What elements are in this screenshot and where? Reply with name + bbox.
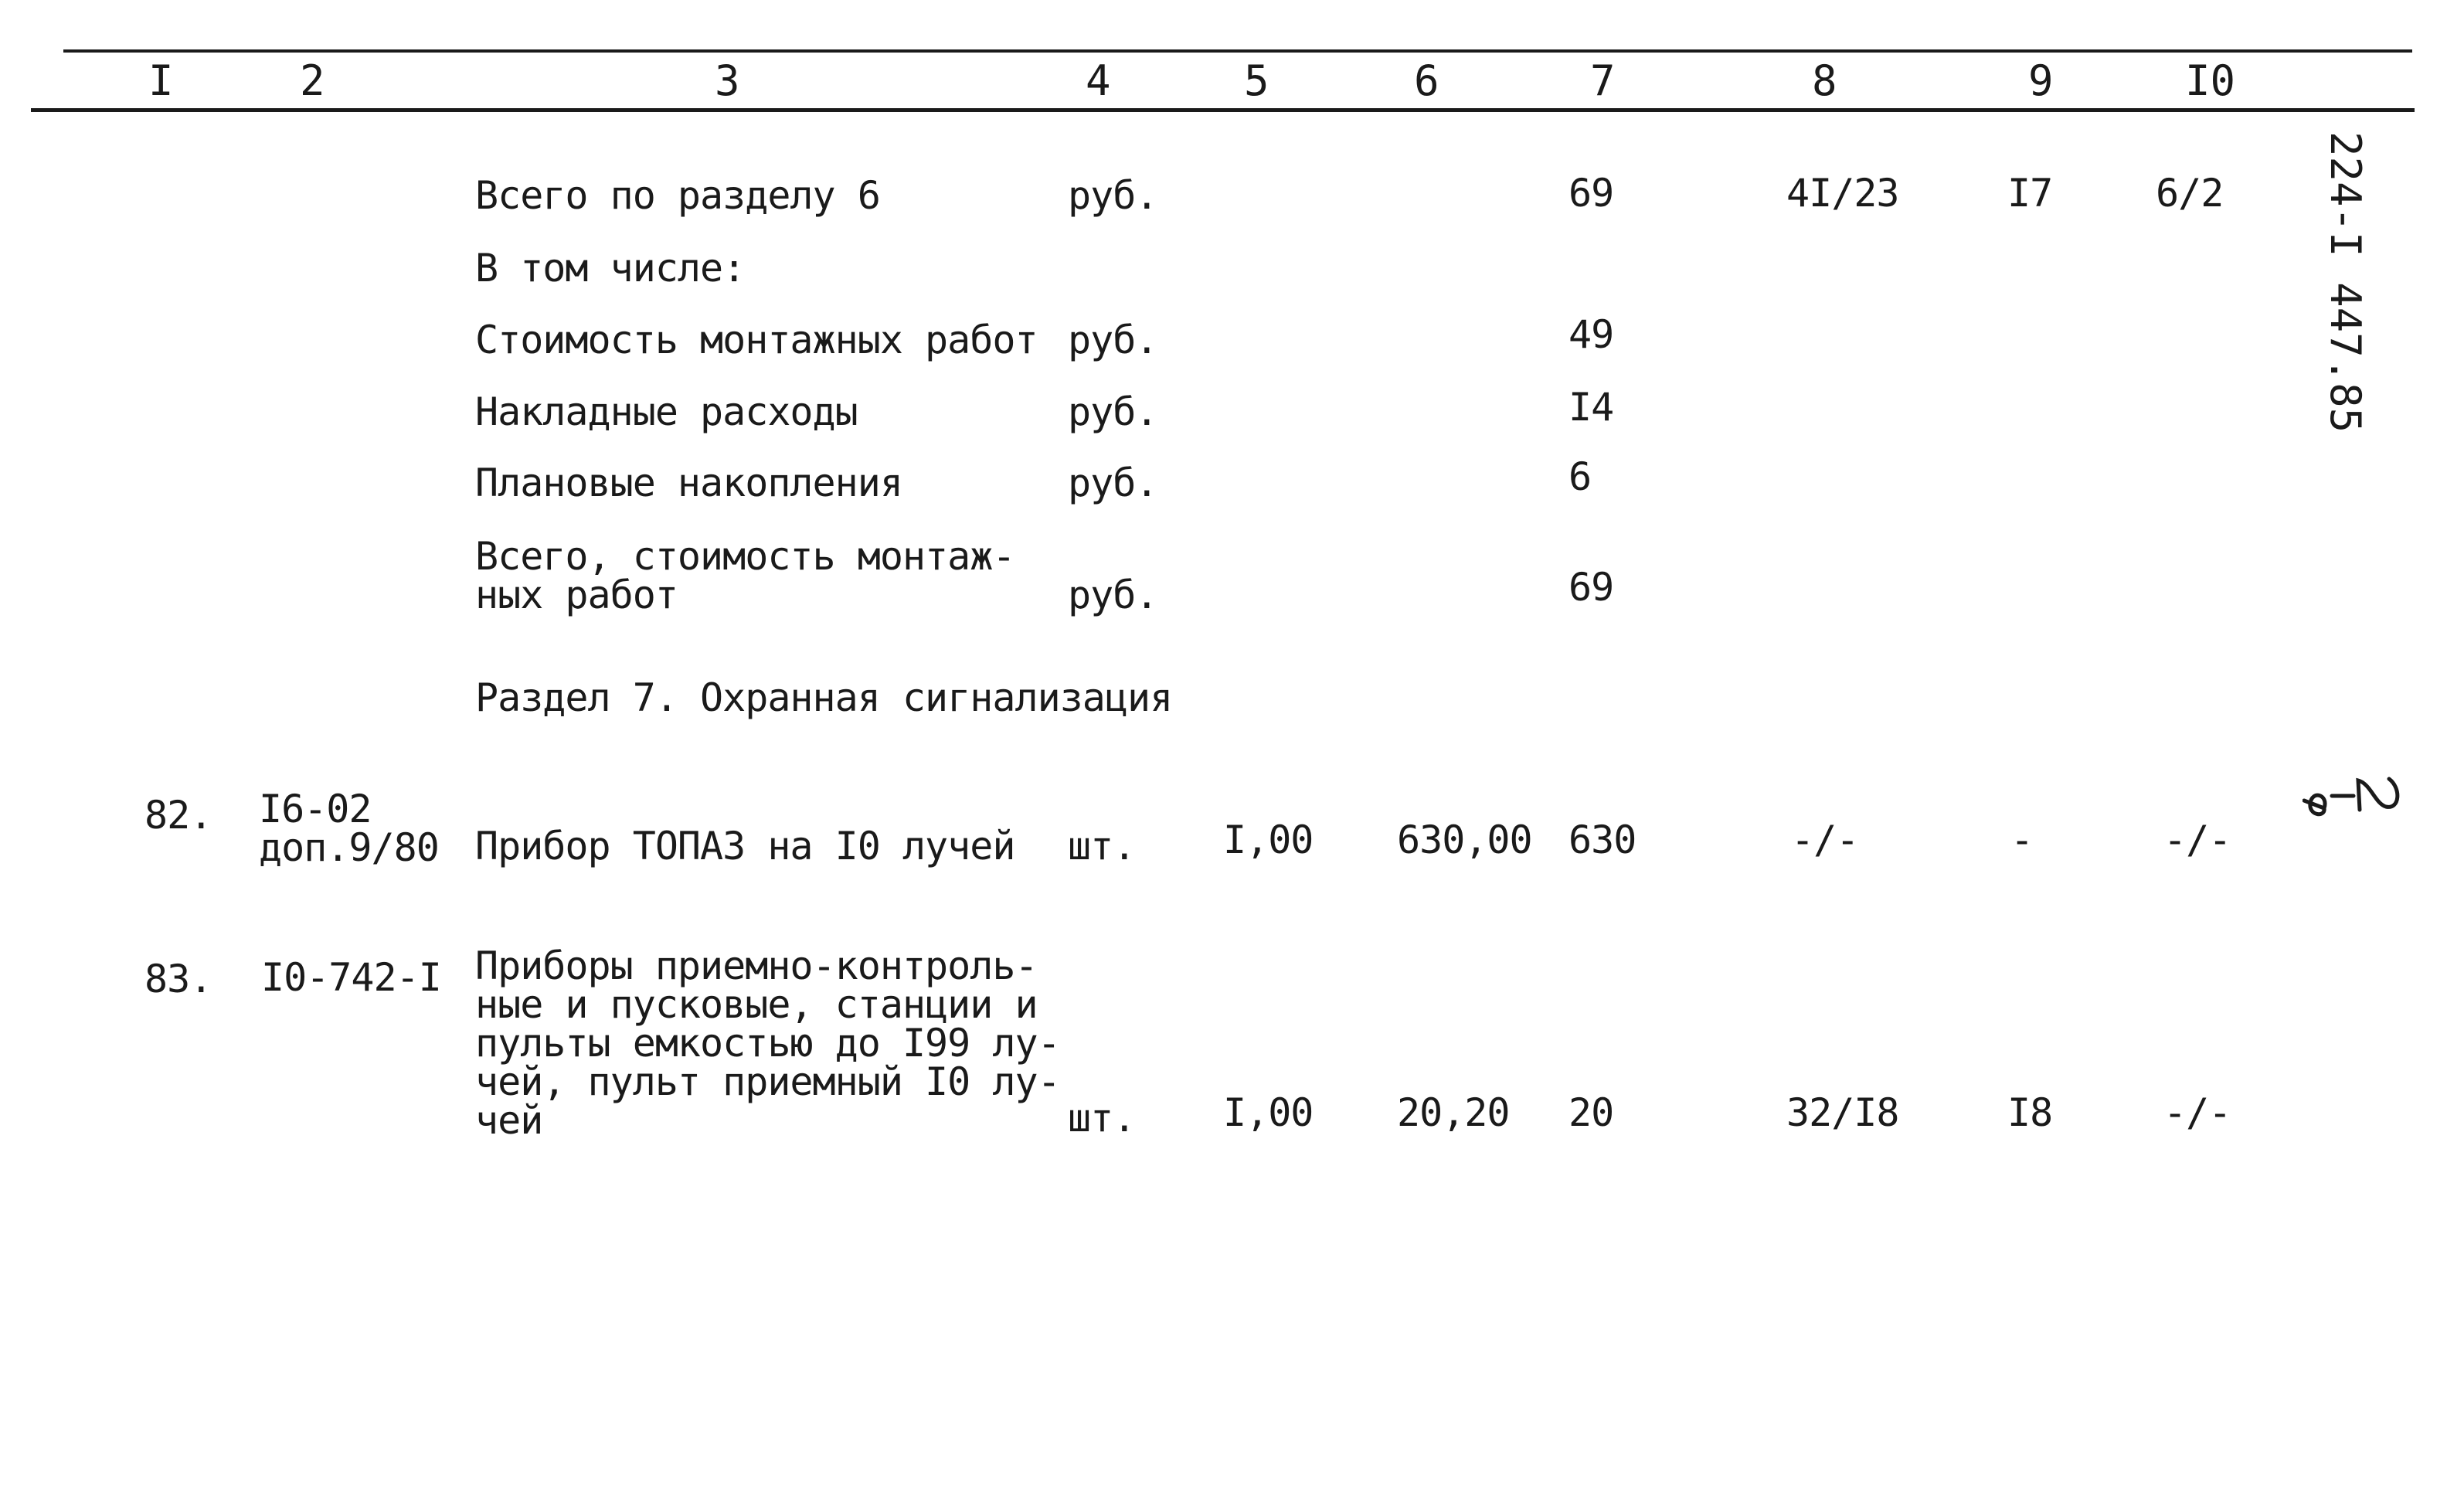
total-section6-col7: 69	[1568, 171, 1614, 216]
col-header-5: 5	[1244, 56, 1269, 105]
row82-code: I6-02 доп.9/80	[259, 787, 439, 870]
col-header-4: 4	[1086, 56, 1111, 105]
row83-total: 20	[1568, 1090, 1614, 1135]
row82-col10: -/-	[2163, 818, 2231, 862]
planned-col7: 6	[1568, 454, 1592, 499]
row83-number: 83.	[144, 957, 212, 1001]
overhead-label: Накладные расходы	[475, 389, 858, 434]
row82-unit: шт.	[1068, 824, 1136, 869]
planned-label: Плановые накопления	[475, 461, 902, 505]
mount-cost-unit: руб.	[1068, 318, 1158, 362]
including-label: В том числе:	[475, 246, 746, 291]
col-header-6: 6	[1414, 56, 1439, 105]
row83-name: Приборы приемно-контроль- ные и пусковые, станции и пульты емкостью до I99 лу- чей, пульт приемный I0 лу- чей	[475, 943, 1060, 1143]
col-header-3: 3	[715, 56, 740, 105]
row82-total: 630	[1568, 818, 1636, 862]
side-document-code: 224-I 447.85	[2321, 131, 2370, 433]
row82-name: Прибор ТОПАЗ на I0 лучей	[475, 824, 1015, 869]
mount-cost-label: Стоимость монтажных работ	[475, 318, 1038, 362]
row82-col8: -/-	[1791, 818, 1859, 862]
row83-price: 20,20	[1397, 1090, 1510, 1135]
row83-col9: I8	[2007, 1090, 2053, 1135]
total-section6-col9: I7	[2007, 171, 2053, 216]
row83-col8: 32/I8	[1786, 1090, 1899, 1135]
overhead-col7: I4	[1568, 385, 1614, 430]
grand-total-unit: руб.	[1068, 573, 1158, 617]
col-header-7: 7	[1590, 56, 1616, 105]
row83-col10: -/-	[2163, 1090, 2231, 1135]
header-top-rule	[63, 49, 2412, 53]
total-section6-col10: 6/2	[2156, 171, 2224, 216]
row82-qty: I,00	[1223, 818, 1314, 862]
grand-total-col7: 69	[1568, 565, 1614, 610]
overhead-unit: руб.	[1068, 389, 1158, 434]
row82-col9: -	[2010, 818, 2034, 862]
col-header-1: I	[148, 56, 174, 105]
total-section6-label: Всего по разделу 6	[475, 173, 880, 218]
header-bottom-rule	[31, 108, 2415, 112]
col-header-9: 9	[2028, 56, 2054, 105]
col-header-2: 2	[300, 56, 325, 105]
grand-total-label: Всего, стоимость монтаж- ных работ	[475, 534, 1015, 617]
total-section6-col8: 4I/23	[1786, 171, 1899, 216]
row83-code: I0-742-I	[261, 955, 441, 1000]
row83-unit: шт.	[1068, 1096, 1136, 1141]
row83-qty: I,00	[1223, 1090, 1314, 1135]
col-header-8: 8	[1812, 56, 1837, 105]
total-section6-unit: руб.	[1068, 173, 1158, 218]
row82-number: 82.	[144, 793, 212, 838]
page-signature	[2303, 773, 2403, 827]
mount-cost-col7: 49	[1568, 312, 1614, 357]
col-header-10: I0	[2185, 56, 2236, 105]
row82-price: 630,00	[1397, 818, 1532, 862]
planned-unit: руб.	[1068, 461, 1158, 505]
section7-title: Раздел 7. Охранная сигнализация	[475, 675, 1173, 720]
